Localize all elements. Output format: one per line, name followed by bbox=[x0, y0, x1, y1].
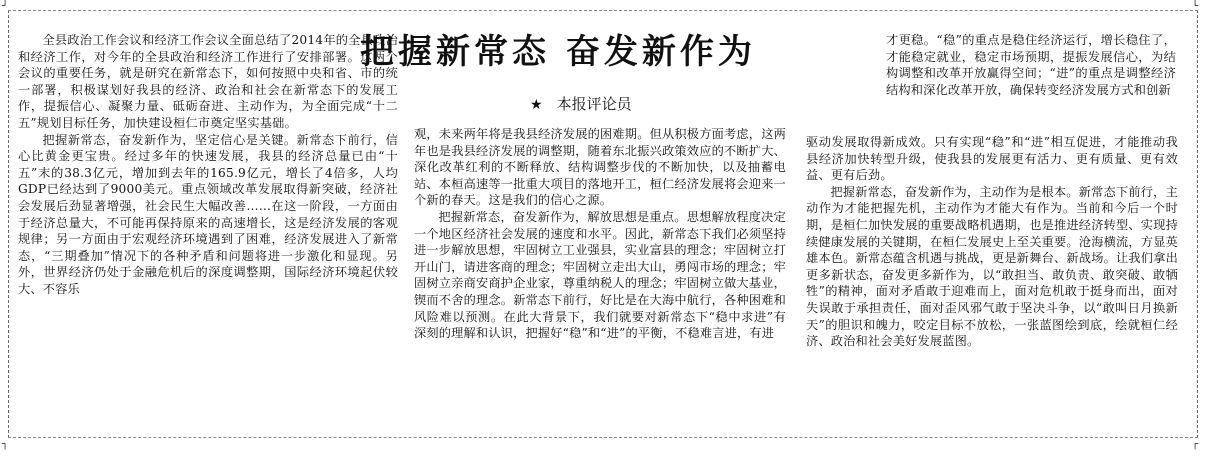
byline bbox=[530, 94, 632, 114]
paragraph: 把握新常态，奋发新作为，解放思想是重点。思想解放程度决定一个地区经济社会发展的速度和水平。因此，新常态下我们必须坚持进一步解放思想，牢固树立工业强县，实业富县的理念；牢固树立打开山门，请进客商的理念；牢固树立走出大山，勇闯市场的理念；牢固树立亲商安商护企业家，尊重纳税人的理念；牢固树立做大基业，锲而不舍的理念。新常态下前行，好比是在大海中航行，各种困难和风险难以预测。在此大背景下，我们就要对新常态下“稳中求进”有深刻的理解和认识，把握好“稳”和“进”的平衡，不稳难言进，有进 bbox=[414, 209, 786, 341]
paragraph: 观，未来两年将是我县经济发展的困难期。但从积极方面考虑，这两年也是我县经济发展的调整期，随着东北振兴政策效应的不断扩大、深化改革红利的不断释放、结构调整步伐的不断加快，以及抽蓄电站、本桓高速等一批重大项目的落地开工，桓仁经济发展将会迎来一个新的春天。这是我们的信心之源。 bbox=[414, 127, 786, 208]
paragraph: 把握新常态，奋发新作为，主动作为是根本。新常态下前行，主动作为才能把握先机，主动作为才能大有作为。当前和今后一个时期，是桓仁加快发展的重要战略机遇期，也是推进经济转型、实现持续健康发展的关键期，在桓仁发展史上至关重要。沧海横流，方显英雄本色。新常态蕴含机遇与挑战，更是新舞台、新战场。让我们拿出更多新状态，奋发更多新作为，以“敢担当、敢负责、敢突破、敢牺牲”的精神，面对矛盾敢于迎难而上，面对危机敢于挺身而出，面对失误敢于承担责任，面对歪风邪气敢于坚决斗争，以“敢叫日月换新天”的胆识和魄力，咬定目标不放松，一张蓝图绘到底，绘就桓仁经济、政治和社会美好发展蓝图。 bbox=[806, 184, 1178, 349]
star-icon: ★ bbox=[530, 97, 543, 113]
byline-text: 本报评论员 bbox=[556, 95, 632, 113]
article-title: 把握新常态 奋发新作为 bbox=[360, 32, 756, 72]
article-column-3 bbox=[806, 134, 1178, 432]
paragraph: 驱动发展取得新成效。只有实现“稳”和“进”相互促进，才能推动我县经济加快转型升级，使我县的发展更有活力、更有质量、更有效益、更有后劲。 bbox=[806, 135, 1178, 183]
crop-mark-bottom-left: ┐ bbox=[2, 439, 9, 450]
paragraph: 才更稳。“稳”的重点是稳住经济运行，增长稳住了，才能稳定就业，稳定市场预期，提振发展信心，为结构调整和改革开放赢得空间；“进”的重点是调整经济结构和深化改革开放，确保转变经济发展方式和创新 bbox=[886, 33, 1176, 97]
paragraph: 全县政治工作会议和经济工作会议全面总结了2014年的全县政治和经济工作，对今年的全县政治和经济工作进行了安排部署。这两个会议的重要任务，就是研究在新常态下，如何按照中央和省、市的统一部署，积极谋划好我县的经济、政治和社会在新常态下的发展工作，提振信心、凝聚力量、砥砺奋进、主动作为，为全面完成“十二五”规划目标任务，加快建设桓仁市奠定坚实基础。 bbox=[18, 33, 398, 130]
article-column-1 bbox=[18, 32, 398, 432]
article-column-3-top bbox=[886, 32, 1176, 134]
crop-mark-top-right: └ bbox=[1192, 1, 1199, 12]
crop-mark-bottom-right: ┌ bbox=[1192, 439, 1199, 450]
article-column-2 bbox=[414, 126, 786, 432]
crop-mark-top-left: ┘ bbox=[2, 1, 9, 12]
paragraph: 把握新常态，奋发新作为，坚定信心是关键。新常态下前行，信心比黄金更宝贵。经过多年的快速发展，我县的经济总量已由“十五”末的38.3亿元，增加到去年的165.9亿元，增长了4倍多，人均GDP已经达到了9000美元。重点领域改革发展取得新突破，经济社会发展后劲显著增强，社会民生大幅改善……在这一阶段，一方面由于经济总量大，不可能再保持原来的高速增长，这是经济发展的客观规律；另一方面由于宏观经济环境遇到了困难，经济发展进入了新常态，“三期叠加”情况下的各种矛盾和问题将进一步激化和显现。另外，世界经济仍处于金融危机后的深度调整期，国际经济环境起伏较大、不容乐 bbox=[18, 132, 398, 296]
